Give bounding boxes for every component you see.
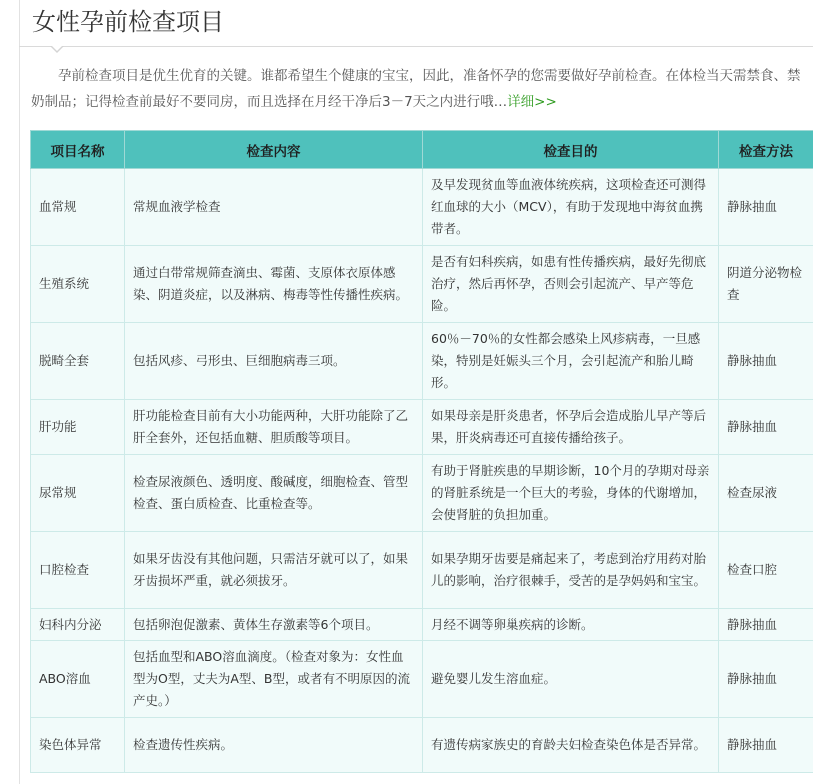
cell-purpose: 及早发现贫血等血液体统疾病，这项检查还可测得红血球的大小（MCV），有助于发现地中海贫血携带者。 (423, 169, 719, 246)
cell-item-name: 染色体异常 (31, 718, 125, 773)
page-title: 女性孕前检查项目 (32, 8, 224, 36)
cell-content: 检查尿液颜色、透明度、酸碱度，细胞检查、管型检查、蛋白质检查、比重检查等。 (125, 455, 423, 532)
table-header-row (31, 131, 813, 169)
cell-method: 静脉抽血 (719, 169, 813, 246)
table-row (31, 400, 813, 455)
cell-item-name: 血常规 (31, 169, 125, 246)
table-row (31, 323, 813, 400)
cell-purpose: 如果孕期牙齿要是痛起来了，考虑到治疗用药对胎儿的影响，治疗很棘手，受苦的是孕妈妈和宝宝。 (423, 532, 719, 609)
left-border-line (19, 0, 20, 784)
cell-method: 检查口腔 (719, 532, 813, 609)
header-purpose: 检查目的 (423, 131, 719, 169)
table-row (31, 609, 813, 641)
cell-content: 包括风疹、弓形虫、巨细胞病毒三项。 (125, 323, 423, 400)
table-row (31, 246, 813, 323)
cell-method: 静脉抽血 (719, 641, 813, 718)
header-item-name: 项目名称 (31, 131, 125, 169)
exam-items-table (30, 130, 813, 773)
cell-content: 检查遗传性疾病。 (125, 718, 423, 773)
cell-item-name: 尿常规 (31, 455, 125, 532)
cell-content: 包括卵泡促激素、黄体生存激素等6个项目。 (125, 609, 423, 641)
header-method: 检查方法 (719, 131, 813, 169)
cell-content: 包括血型和ABO溶血滴度。（检查对象为：女性血型为O型，丈夫为A型、B型，或者有不明原因的流产史。） (125, 641, 423, 718)
intro-text: 孕前检查项目是优生优育的关键。谁都希望生个健康的宝宝，因此，准备怀孕的您需要做好孕前检查。在体检当天需禁食、禁奶制品；记得检查前最好不要同房，而且选择在月经干净后3－7天之内进行哦… (31, 68, 801, 110)
table-row (31, 718, 813, 773)
cell-content: 如果牙齿没有其他问题，只需洁牙就可以了，如果牙齿损坏严重，就必须拔牙。 (125, 532, 423, 609)
table-row (31, 455, 813, 532)
cell-purpose: 月经不调等卵巢疾病的诊断。 (423, 609, 719, 641)
table-row (31, 532, 813, 609)
header-content: 检查内容 (125, 131, 423, 169)
cell-method: 静脉抽血 (719, 718, 813, 773)
cell-method: 阴道分泌物检查 (719, 246, 813, 323)
cell-method: 静脉抽血 (719, 323, 813, 400)
cell-method: 检查尿液 (719, 455, 813, 532)
read-more-link[interactable]: 详细>> (507, 94, 557, 110)
table-row (31, 169, 813, 246)
cell-item-name: 生殖系统 (31, 246, 125, 323)
cell-purpose: 60％－70％的女性都会感染上风疹病毒，一旦感染，特别是妊娠头三个月，会引起流产和胎儿畸形。 (423, 323, 719, 400)
cell-purpose: 是否有妇科疾病，如患有性传播疾病，最好先彻底治疗，然后再怀孕，否则会引起流产、早产等危险。 (423, 246, 719, 323)
page-header (19, 0, 813, 47)
cell-method: 静脉抽血 (719, 400, 813, 455)
intro-paragraph (31, 63, 813, 115)
cell-item-name: 肝功能 (31, 400, 125, 455)
cell-purpose: 有遗传病家族史的育龄夫妇检查染色体是否异常。 (423, 718, 719, 773)
cell-purpose: 避免婴儿发生溶血症。 (423, 641, 719, 718)
cell-content: 肝功能检查目前有大小功能两种，大肝功能除了乙肝全套外，还包括血糖、胆质酸等项目。 (125, 400, 423, 455)
cell-content: 通过白带常规筛查滴虫、霉菌、支原体衣原体感染、阴道炎症，以及淋病、梅毒等性传播性疾病。 (125, 246, 423, 323)
cell-purpose: 有助于肾脏疾患的早期诊断，10个月的孕期对母亲的肾脏系统是一个巨大的考验，身体的代谢增加，会使肾脏的负担加重。 (423, 455, 719, 532)
title-pointer-notch-fill (51, 45, 63, 51)
table-row (31, 641, 813, 718)
cell-item-name: 口腔检查 (31, 532, 125, 609)
cell-purpose: 如果母亲是肝炎患者，怀孕后会造成胎儿早产等后果，肝炎病毒还可直接传播给孩子。 (423, 400, 719, 455)
cell-item-name: 妇科内分泌 (31, 609, 125, 641)
cell-item-name: 脱畸全套 (31, 323, 125, 400)
cell-content: 常规血液学检查 (125, 169, 423, 246)
cell-item-name: ABO溶血 (31, 641, 125, 718)
cell-method: 静脉抽血 (719, 609, 813, 641)
